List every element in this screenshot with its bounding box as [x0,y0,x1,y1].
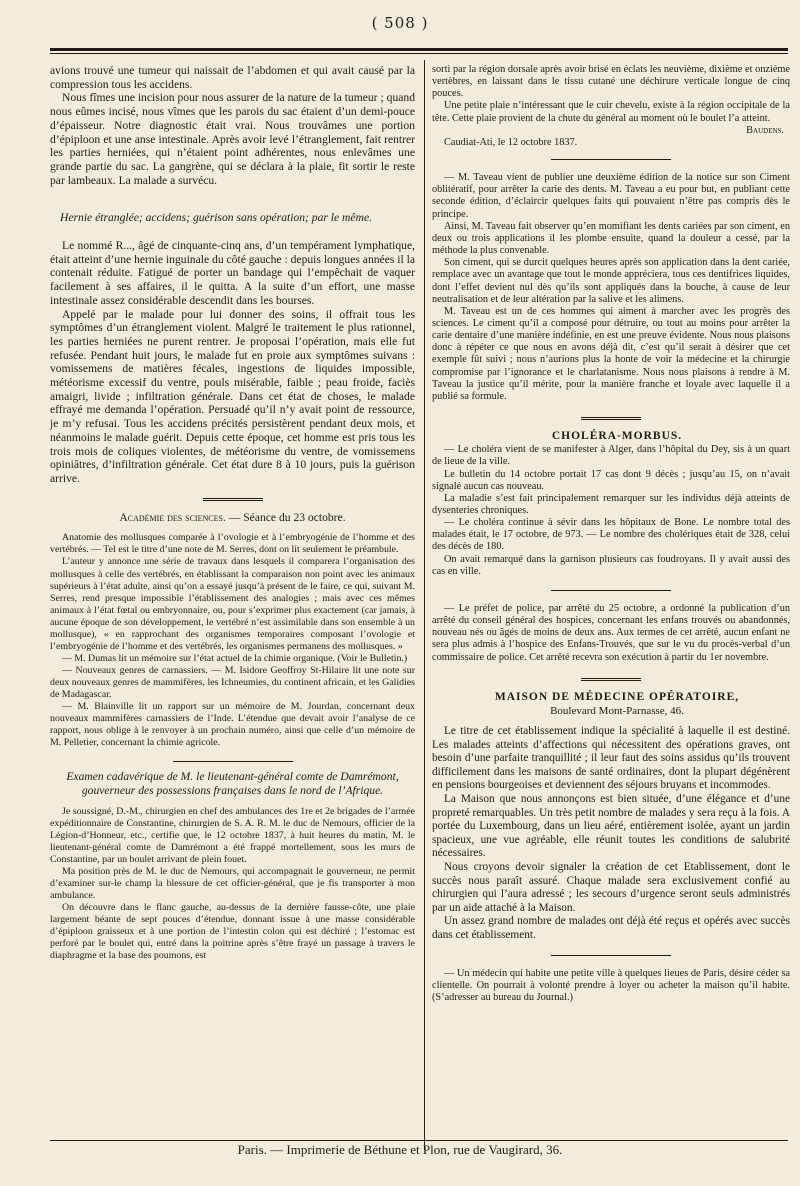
paragraph: L’auteur y annonce une série de travaux dans lesquels il comparera l’organisation des mollusques à celle des vertébrés, en établissant la comparaison non point avec les animaux supérieurs à l’état adulte, ainsi qu’on a essayé jusqu’à présent de le faire, ce qui, suivant M. Serres, rend presque impossible l’établissement des analogies ; mais avec ces mêmes animaux à l’état fœtal ou embryonnaire, ou, pour s’exprimer plus exactement (car jamais, à aucune époque de son développement, le vertébré n’est assimilable dans son ensemble à un mollusque), « en rapprochant des organismes temporaires composant l’ovologie et l’embryogénie de l’homme et des vertébrés, les organismes permanens des mollusques. » [50,556,415,652]
paragraph: Ainsi, M. Taveau fait observer qu’en momifiant les dents cariées par son ciment, en deux ou trois applications il les plombe ensuite, quand la douleur a cessé, par la méthode la plus convenable. [432,220,790,257]
paragraph: — Le choléra vient de se manifester à Alger, dans l’hôpital du Dey, sis à un quart de lieue de la ville. [432,444,790,468]
paragraph: — Le choléra continue à sévir dans les hôpitaux de Bone. Le nombre total des malades était, le 17 octobre, de 973. — Le nombre des cholériques était de 328, celui des décès de 180. [432,517,790,553]
paragraph: La Maison que nous annonçons est bien située, d’une élégance et d’une propreté remarquables. Un très petit nombre de malades y sera reçu à la fois. A portée du Luxembourg, dans un lieu aéré, entièrement isolée, ayant un jardin spacieux, une vue agréable, elle réunit toutes les conditions de salubrité nécessaires. [432,793,790,860]
separator [581,417,641,420]
paragraph: — Le préfet de police, par arrêté du 25 octobre, a ordonné la publication d’un arrêté du conseil général des hospices, concernant les enfans trouvés ou abandonnés, nouveau nés ou âgés de moins de deux ans. Aux termes de cet arrêté, aucun enfant ne sera plus admis à l’hospice des Enfans-Trouvés, que sur le vu du procès-verbal d’un commissaire de police. Cet arrêté recevra son exécution à partir du 1er novembre. [432,602,790,663]
separator [581,678,641,681]
top-rule [50,48,788,54]
separator [551,590,671,591]
paragraph: — M. Blainville lit un rapport sur un mémoire de M. Jourdan, concernant deux nouveaux mammifères carnassiers de l’Inde. L’étendue que devait avoir l’analyse de ce rapport, nous oblige à le renvoyer à un prochain numéro, ainsi que celle d’un mémoire de M. Pelletier, concernant la chimie agricole. [50,701,415,749]
paragraph: Je soussigné, D.-M., chirurgien en chef des ambulances des 1re et 2e brigades de l’armée expéditionnaire de Constantine, chirurgien de S. A. R. M. le duc de Nemours, officier de la Légion-d’Honneur, etc., certifie que, le 12 octobre 1837, à huit heures du matin, M. le lieutenant-général comte de Damrémont a été frappé mortellement, sous les murs de Constantine, par un boulet arrivant de plein fouet. [50,805,415,865]
paragraph: Nous croyons devoir signaler la création de cet Etablissement, dont le succès nous paraît assuré. Chaque malade sera exclusivement confié au chirurgien qui l’aura adressé ; les secours d’urgence seront seuls administrés par un aide attaché à la Maison. [432,860,790,914]
column-divider [424,60,425,1150]
paragraph: Une petite plaie n’intéressant que le cuir chevelu, existe à la région occipitale de la tête. Cette plaie provient de la chute du général au moment où le boulet l’a atteint. [432,100,790,124]
paragraph: Nous fîmes une incision pour nous assurer de la nature de la tumeur ; quand nous eûmes incisé, nous vîmes que les parois du sac étaient d’un demi-pouce d’épaisseur. Notre diagnostic était vrai. Nous trouvâmes une portion d’épiploon et une anse intestinale. Après avoir levé l’étranglement, fait rentrer les parties herniées, qui n’étaient point adhérentes, nous enlevâmes une grande partie du sac. La gangrène, qui se déclara à la plaie, fit sortir le reste par lambeaux. La malade a survécu. [50,91,415,187]
separator [551,955,671,956]
paragraph: La maladie s’est fait principalement remarquer sur les individus déjà atteints de dysenteries chroniques. [432,492,790,516]
academie-title: Académie des sciences. [119,510,226,524]
page-number: ( 508 ) [371,14,429,32]
paragraph: — M. Taveau vient de publier une deuxième édition de la notice sur son Ciment oblitératif, pour arrêter la carie des dents. M. Taveau a eu pour but, en publiant cette seconde édition, d’éclaircir quelques faits qui pouvaient n’être pas compris dès le principe. [432,172,790,220]
paragraph: — M. Dumas lit un mémoire sur l’état actuel de la chimie organique. (Voir le Bulletin.) [62,652,408,664]
academie-subtitle: — Séance du 23 octobre. [225,510,346,524]
separator [551,159,671,160]
paragraph: Le titre de cet établissement indique la spécialité à laquelle il est destiné. Les malades atteints d’affections qui nécessitent des opérations graves, ont besoin d’une parfaite tranquillité ; il leur faut des soins assidus qu’ils trouvent difficilement dans les maisons de santé ordinaires, dont la plupart dégénèrent en pensions bourgeoises et deviennent des séjours bruyans et incommodes. [432,725,790,792]
maison-address: Boulevard Mont-Parnasse, 46. [550,704,684,717]
academie-heading [50,511,415,525]
paragraph: Appelé par le malade pour lui donner des soins, il offrait tous les symptômes d’un étranglement violent. Malgré le traitement le plus rationnel, les parties herniées ne purent rentrer. Je proposai l’opération, mais elle fut refusée. Pendant huit jours, le malade fut en proie aux symptômes suivans : vomissemens de matières fécales, ingestions de liquides impossible, météorisme excessif du ventre, pouls misérable, faible ; peau froide, faciès amaigri, livide ; infiltration générale. Dans cet état de choses, le malade effrayé me demanda l’opération. Persuadé qu’il n’y avait point de ressource, je m’y refusai. Tous les accidens précités persistèrent pendant deux mois, et néanmoins le malade guérit. Depuis cette époque, cet homme est pris tous les trois mois de coliques violentes, de météorisme du ventre, de vomissemens opiniâtres, d’infiltration générale. Cet état dure 8 à 10 jours, puis la guérison arrive. [50,307,415,485]
hernie-heading: Hernie étranglée; accidens; guérison sans opération; par le même. [60,211,372,225]
signature: Baudens. [746,124,784,136]
paragraph: Un assez grand nombre de malades ont déjà été reçus et opérés avec succès dans cet établissement. [432,915,790,941]
paragraph: Son ciment, qui se durcit quelques heures après son application dans la dent cariée, remplace avec un avantage que tout le monde appréciera, tous ces dentifrices liquides, dont l’effet devient nul dès qu’ils sont appliqués dans la bouche, à cause de leur neutralisation et de leur altération par la salive et les alimens. [432,257,790,305]
paragraph: M. Taveau est un de ces hommes qui aiment à marcher avec les progrès des sciences. Le ciment qu’il a composé pour détruire, ou tout au moins pour arrêter la carie dentaire d’une manière indéfinie, en est une preuve évidente. Nous nous plaisons donc à répéter ce que nous en avons déjà dit, c’est qu’il serait à désirer que cet exemple fût suivi ; nous n’aurions plus la honte de voir la médecine et la chirurgie compromise par l’ignorance et le charlatanisme. Nous nous plaisons à rendre à M. Taveau la justice qu’il mérite, pour la manière franche et loyale avec laquelle il a publié sa formule. [432,305,790,402]
imprint-line: Paris. — Imprimerie de Béthune et Plon, rue de Vaugirard, 36. [237,1142,563,1157]
paragraph: avions trouvé une tumeur qui naissait de l’abdomen et qui avait causé par la compression tous les accidens. [50,64,415,91]
paragraph: Le bulletin du 14 octobre portait 17 cas dont 9 décès ; jusqu’au 15, on n’avait signalé aucun cas nouveau. [432,468,790,492]
paragraph: Ma position près de M. le duc de Nemours, qui accompagnait le gouverneur, ne permit d’examiner sur-le champ la blessure de cet officier-général, que je fis transporter à mon ambulance. [50,865,415,901]
left-column [50,64,415,962]
paragraph: Le nommé R..., âgé de cinquante-cinq ans, d’un tempérament lymphatique, était atteint d’une hernie inguinale du côté gauche : depuis longues années il la contenait réduite. Fatigué de porter un bandage qui l’empêchait de vaquer facilement à ses affaires, il le quitta. A la suite d’un effort, une masse intestinale assez considérable descendit dans les bourses. [50,239,415,307]
examen-heading: Examen cadavérique de M. le lieutenant-général comte de Damrémont, gouverneur des possessions françaises dans le nord de l’Afrique. [66,770,399,797]
paragraph: — Nouveaux genres de carnassiers. — M. Isidore Geoffroy St-Hilaire lit une note sur deux nouveaux genres de mammifères, les Ichneumies, du continent africain, et les Galidies de Madagascar. [50,664,415,700]
right-column [432,64,790,1004]
paragraph: — Un médecin qui habite une petite ville à quelques lieues de Paris, désire céder sa clientelle. On pourrait à volonté prendre à loyer ou acheter la maison qu’il habite. (S’adresser au bureau du Journal.) [432,967,790,1003]
paragraph: Anatomie des mollusques comparée à l’ovologie et à l’embryogénie de l’homme et des vertébrés. — Tel est le titre d’une note de M. Serres, dont on lit seulement le préambule. [50,532,415,556]
bottom-rule [50,1140,788,1141]
dateline: Caudiat-Ati, le 12 octobre 1837. [444,136,578,148]
maison-heading: MAISON DE MÉDECINE OPÉRATOIRE, [494,690,740,703]
separator [173,761,293,762]
separator [203,498,263,501]
paragraph: On avait remarqué dans la garnison plusieurs cas foudroyans. Il y avait aussi des cas en ville. [432,553,790,577]
paragraph: sorti par la région dorsale après avoir brisé en éclats les neuvième, dixième et onzième vertèbres, en laissant dans le tissu cutané une déchirure verticale longue de cinq pouces. [432,64,790,100]
paragraph: On découvre dans le flanc gauche, au-dessus de la dernière fausse-côte, une plaie largement béante de sept pouces d’étendue, donnant issue à une masse considérable d’épiploon graisseux et à une portion de l’intestin colon qui est déchiré ; l’estomac est perforé par le boulet qui, entré dans la poitrine après s’être frayé un passage à travers le diaphragme et la base des poumons, est [50,902,415,962]
cholera-heading: CHOLÉRA-MORBUS. [551,430,683,443]
